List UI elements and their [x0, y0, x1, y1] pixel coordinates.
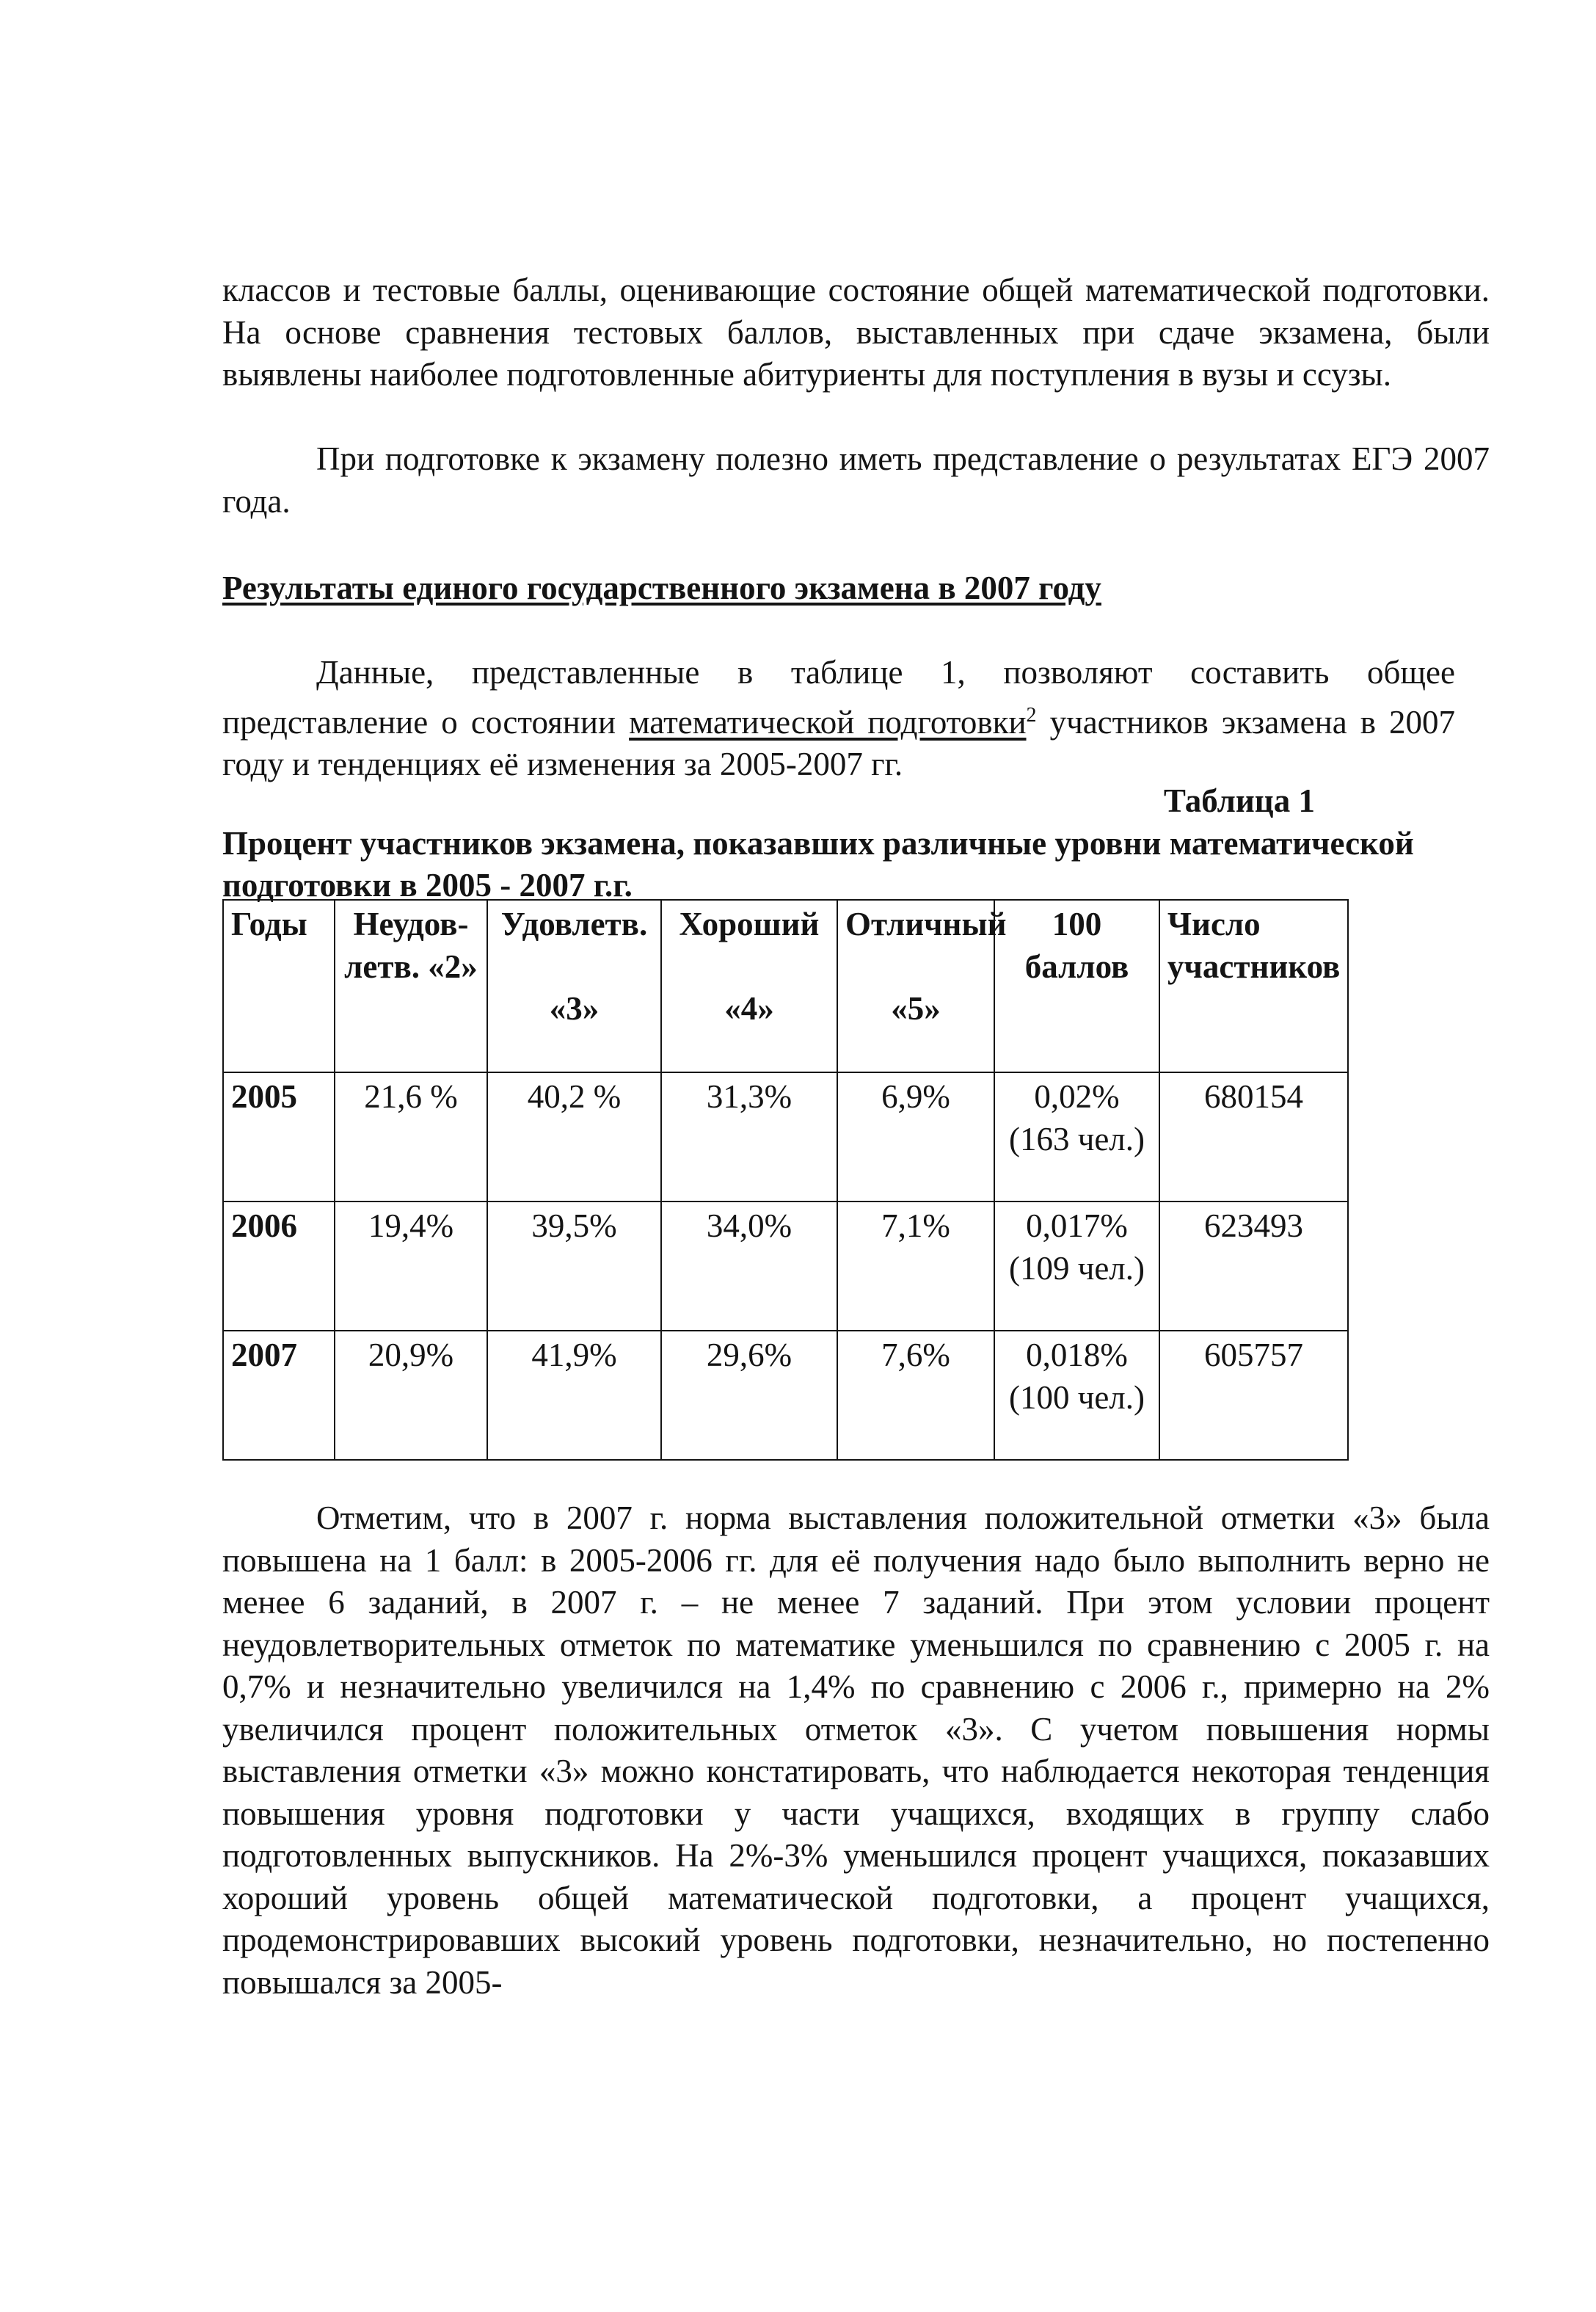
cell-good: 31,3% [661, 1072, 837, 1202]
cell-hundred-points: 0,017% (109 чел.) [994, 1202, 1159, 1331]
table-row [223, 1072, 1348, 1202]
intro-paragraph-preparation: При подготовке к экзамену полезно иметь представление о результатах ЕГЭ 2007 года. [222, 440, 1490, 520]
cell-hundred-points: 0,018% (100 чел.) [994, 1331, 1159, 1460]
cell-excellent: 6,9% [837, 1072, 994, 1202]
cell-good: 34,0% [661, 1202, 837, 1331]
header-satisfactory: Удовлетв. «3» [487, 900, 661, 1072]
header-years: Годы [223, 900, 335, 1072]
table-title: Процент участников экзамена, показавших различные уровни математической подготовки в 2005 - 2007 г.г. [222, 825, 1414, 904]
cell-year: 2005 [223, 1072, 335, 1202]
intro-paragraph-continued: классов и тестовые баллы, оценивающие состояние общей математической подготовки. На основе сравнения тестовых баллов, выставленных при сдаче экзамена, были выявлены наиболее подготовленные абитуриенты для поступления в вузы и ссузы. [222, 272, 1490, 393]
lead-underlined-term: математической подготовки [629, 703, 1027, 741]
cell-satisfactory: 40,2 % [487, 1072, 661, 1202]
results-table [222, 899, 1349, 1461]
table-header-row [223, 900, 1348, 1072]
lead-paragraph [222, 652, 1455, 786]
conclusion-paragraph: Отметим, что в 2007 г. норма выставления положительной отметки «3» была повышена на 1 балл: в 2005-2006 гг. для её получения надо было выполнить верно не менее 6 заданий, в 2007 г. – не менее 7 заданий. При этом условии процент неудовлетворительных отметок по математике уменьшился по сравнению с 2005 г. на 0,7% и незначительно увеличился на 1,4% по сравнению с 2006 г., примерно на 2% увеличился процент положительных отметок «3». С учетом повышения нормы выставления отметки «3» можно констатировать, что наблюдается некоторая тенденция повышения уровня подготовки у части учащихся, входящих в группу слабо подготовленных выпускников. На 2%-3% уменьшился процент учащихся, показавших хороший уровень общей математической подготовки, а процент учащихся, продемонстрировавших высокий уровень подготовки, незначительно, но постепенно повышался за 2005- [222, 1499, 1490, 2001]
header-hundred-points: 100 баллов [994, 900, 1159, 1072]
cell-unsatisfactory: 20,9% [335, 1331, 487, 1460]
header-excellent: Отличный «5» [837, 900, 994, 1072]
cell-excellent: 7,6% [837, 1331, 994, 1460]
cell-participants: 623493 [1159, 1202, 1348, 1331]
header-participants: Число участников [1159, 900, 1348, 1072]
cell-unsatisfactory: 19,4% [335, 1202, 487, 1331]
cell-good: 29,6% [661, 1331, 837, 1460]
cell-hundred-points: 0,02% (163 чел.) [994, 1072, 1159, 1202]
cell-satisfactory: 41,9% [487, 1331, 661, 1460]
section-heading: Результаты единого государственного экзамена в 2007 году [222, 570, 1101, 606]
cell-year: 2006 [223, 1202, 335, 1331]
cell-participants: 680154 [1159, 1072, 1348, 1202]
table-caption: Таблица 1 [1163, 782, 1315, 819]
cell-excellent: 7,1% [837, 1202, 994, 1331]
header-good: Хороший «4» [661, 900, 837, 1072]
cell-satisfactory: 39,5% [487, 1202, 661, 1331]
footnote-reference: 2 [1026, 703, 1037, 727]
lead-text-start: Данные, представленные в таблице 1, позволяют составить общее представление о состоянии [222, 654, 1455, 741]
lead-text-end: участников экзамена в 2007 году и тенденциях её изменения за 2005-2007 гг. [222, 703, 1456, 782]
header-unsatisfactory: Неудов-летв. «2» [335, 900, 487, 1072]
cell-year: 2007 [223, 1331, 335, 1460]
table-row [223, 1331, 1348, 1460]
table-row [223, 1202, 1348, 1331]
cell-unsatisfactory: 21,6 % [335, 1072, 487, 1202]
cell-participants: 605757 [1159, 1331, 1348, 1460]
